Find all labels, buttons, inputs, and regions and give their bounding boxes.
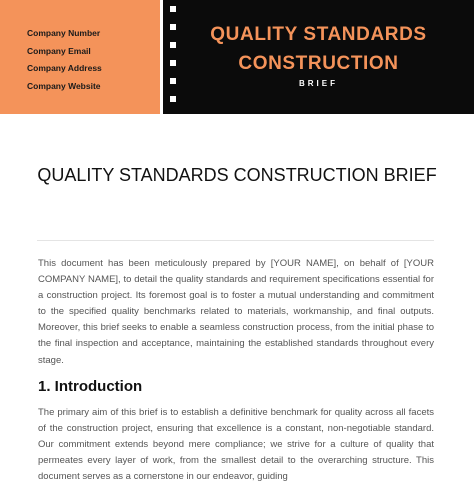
introduction-paragraph: The primary aim of this brief is to establish a definitive benchmark for quality across all facets of the construction project, ensuring that excellence is a constant, non-negotiable standard. Our commitment extends beyond mere compliance; we strive for a culture of quality that permeates every layer of work, from the smallest detail to the overarching structure. This document serves as a cornerstone in our endeavor, guiding (38, 407, 434, 483)
film-square-icon (170, 6, 176, 12)
banner-subtitle: BRIEF (299, 79, 338, 88)
title-banner (163, 0, 474, 114)
divider (37, 240, 434, 241)
banner-title-line1: QUALITY STANDARDS (210, 24, 427, 45)
banner-title-line2: CONSTRUCTION (238, 53, 399, 74)
company-address: Company Address (27, 63, 102, 73)
section-heading-introduction: 1. Introduction (38, 378, 143, 395)
contact-list (27, 25, 102, 95)
intro-paragraph: This document has been meticulously prepared by [YOUR NAME], on behalf of [YOUR COMPANY NAME], to detail the quality standards and requirement specifications essential for a construction project. Its foremost goal is to foster a mutual understanding and commitment to the specified quality benchmarks related to materials, workmanship, and final outputs. Moreover, this brief seeks to enable a seamless construction process, from the initial phase to the final inspection and acceptance, maintaining the established standards throughout every stage. (38, 258, 434, 366)
document-header (0, 0, 474, 114)
film-square-icon (170, 96, 176, 102)
document-title: QUALITY STANDARDS CONSTRUCTION BRIEF (37, 165, 437, 185)
contact-panel (0, 0, 160, 114)
company-website: Company Website (27, 80, 101, 91)
company-number: Company Number (27, 28, 101, 38)
company-email: Company Email (27, 45, 91, 56)
